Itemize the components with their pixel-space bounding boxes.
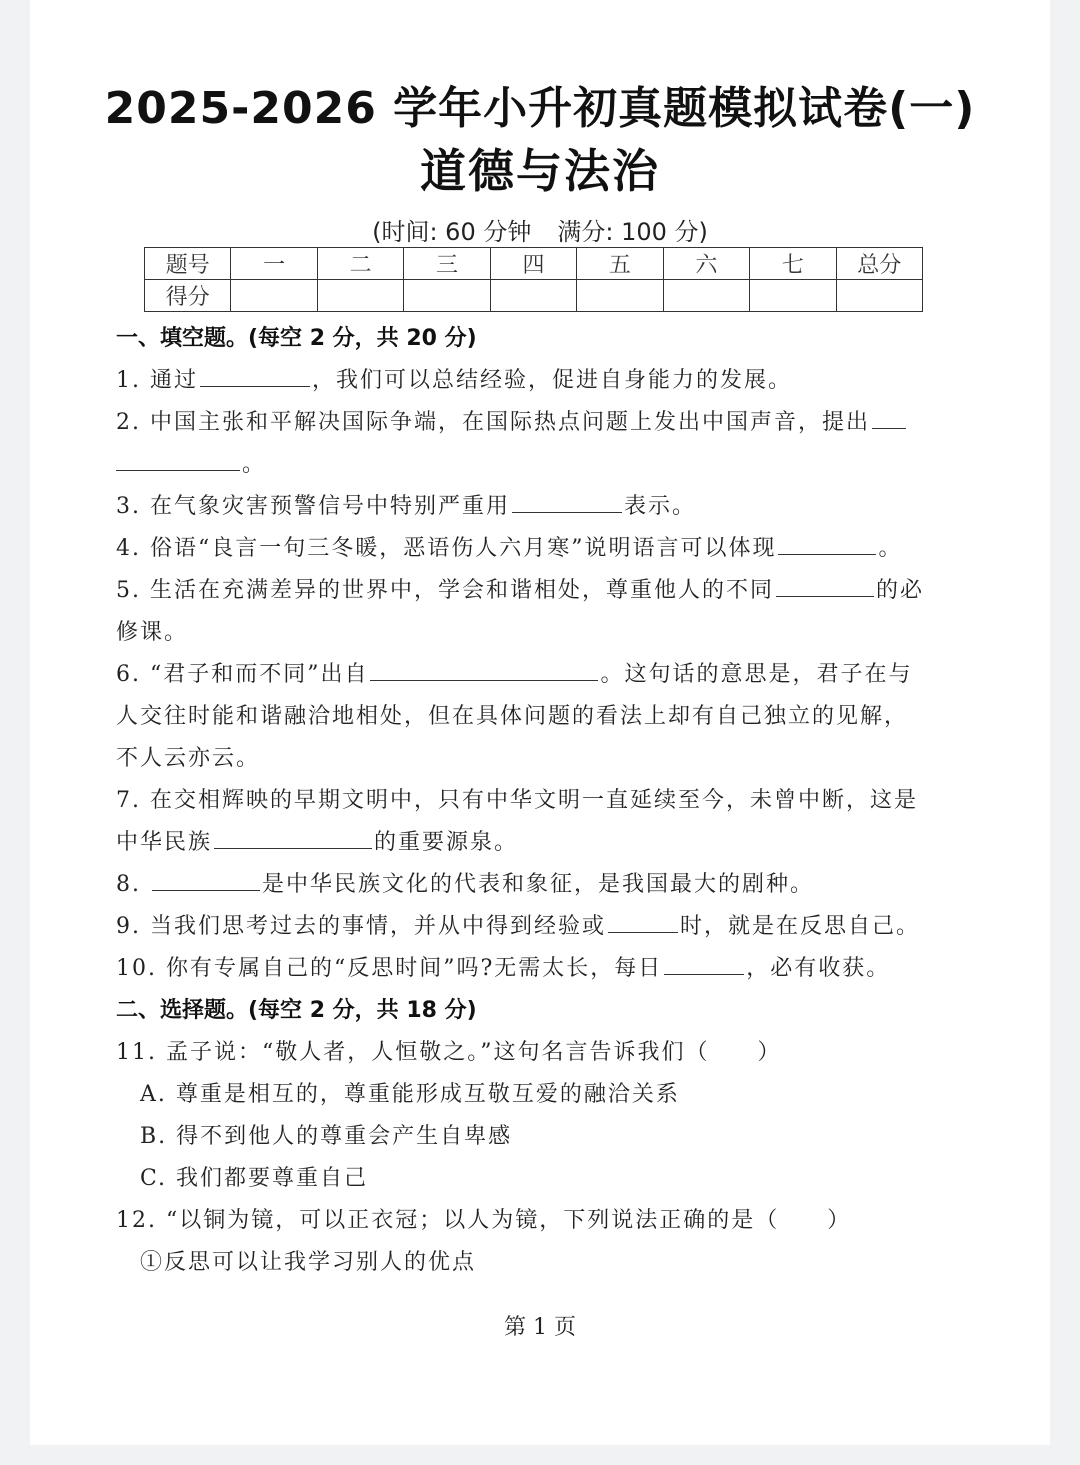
exam-meta xyxy=(30,212,1050,247)
question-7-cont xyxy=(116,822,996,864)
question-text: 10. 你有专属自己的“反思时间”吗?无需太长，每日 xyxy=(116,956,663,981)
question-text: 2. 中国主张和平解决国际争端，在国际热点问题上发出中国声音，提出 xyxy=(116,410,870,435)
score-header-cell: 总分 xyxy=(836,248,923,280)
exam-content xyxy=(116,318,996,1284)
answer-blank xyxy=(512,486,622,513)
question-2-cont xyxy=(116,444,996,486)
score-header-cell: 七 xyxy=(750,248,836,280)
answer-blank xyxy=(116,444,240,471)
time-limit: (时间: 60 分钟 xyxy=(372,218,532,246)
question-12-option-1: ①反思可以让我学习别人的优点 xyxy=(140,1250,477,1275)
question-3 xyxy=(116,486,996,528)
question-6 xyxy=(116,654,996,696)
score-cell xyxy=(317,280,403,312)
answer-blank xyxy=(778,528,876,555)
section-1-heading: 一、填空题。(每空 2 分，共 20 分) xyxy=(116,326,477,351)
score-cell xyxy=(577,280,663,312)
score-table xyxy=(144,247,923,312)
section-2-heading: 二、选择题。(每空 2 分，共 18 分) xyxy=(116,998,477,1023)
score-cell xyxy=(404,280,490,312)
question-6-cont: 人交往时能和谐融洽地相处，但在具体问题的看法上却有自己独立的见解， xyxy=(116,704,909,729)
question-text: 的重要源泉。 xyxy=(374,830,519,855)
question-11-option-a: A. 尊重是相互的，尊重能形成互敬互爱的融洽关系 xyxy=(140,1082,680,1107)
question-9 xyxy=(116,906,996,948)
question-text: ，我们可以总结经验，促进自身能力的发展。 xyxy=(311,368,792,393)
page-number: 第 1 页 xyxy=(504,1315,576,1340)
answer-blank xyxy=(200,360,310,387)
answer-blank xyxy=(370,654,598,681)
question-text: 6. “君子和而不同”出自 xyxy=(116,662,369,687)
question-6-cont: 不人云亦云。 xyxy=(116,746,261,771)
question-text: 4. 俗语“良言一句三冬暖，恶语伤人六月寒”说明语言可以体现 xyxy=(116,536,777,561)
question-5 xyxy=(116,570,996,612)
question-text: 。这句话的意思是，君子在与 xyxy=(600,662,913,687)
answer-blank xyxy=(872,402,906,429)
exam-page xyxy=(30,0,1050,1445)
score-header-cell: 五 xyxy=(577,248,663,280)
question-text: 。 xyxy=(242,452,267,477)
exam-title: 2025-2026 学年小升初真题模拟试卷(一) xyxy=(104,83,976,134)
question-4 xyxy=(116,528,996,570)
score-header-cell: 题号 xyxy=(145,248,231,280)
question-text: 。 xyxy=(878,536,903,561)
question-1 xyxy=(116,360,996,402)
score-cell xyxy=(750,280,836,312)
answer-blank xyxy=(664,948,744,975)
question-10 xyxy=(116,948,996,990)
score-cell xyxy=(663,280,749,312)
score-header-cell: 一 xyxy=(231,248,317,280)
question-7: 7. 在交相辉映的早期文明中，只有中华文明一直延续至今，未曾中断，这是 xyxy=(116,788,918,813)
full-score: 满分: 100 分) xyxy=(557,218,708,246)
question-11-stem: 11. 孟子说：“敬人者，人恒敬之。”这句名言告诉我们（ ） xyxy=(116,1040,782,1065)
score-header-cell: 四 xyxy=(490,248,576,280)
score-cell xyxy=(231,280,317,312)
score-header-cell: 二 xyxy=(317,248,403,280)
question-text: 8. xyxy=(116,872,150,897)
score-cell xyxy=(490,280,576,312)
question-text: ，必有收获。 xyxy=(746,956,891,981)
score-cell xyxy=(836,280,923,312)
question-8 xyxy=(116,864,996,906)
answer-blank xyxy=(608,906,678,933)
answer-blank xyxy=(214,822,372,849)
question-text: 9. 当我们思考过去的事情，并从中得到经验或 xyxy=(116,914,606,939)
question-text: 1. 通过 xyxy=(116,368,198,393)
answer-blank xyxy=(152,864,260,891)
question-11-option-b: B. 得不到他人的尊重会产生自卑感 xyxy=(140,1124,513,1149)
question-text: 是中华民族文化的代表和象征，是我国最大的剧种。 xyxy=(261,872,814,897)
question-text: 时，就是在反思自己。 xyxy=(680,914,921,939)
question-11-option-c: C. 我们都要尊重自己 xyxy=(140,1166,369,1191)
question-2 xyxy=(116,402,996,444)
exam-subject: 道德与法治 xyxy=(420,144,660,198)
score-header-cell: 三 xyxy=(404,248,490,280)
question-text: 中华民族 xyxy=(116,830,213,855)
question-text: 表示。 xyxy=(624,494,697,519)
score-header-cell: 六 xyxy=(663,248,749,280)
score-table-score-row xyxy=(145,280,923,312)
answer-blank xyxy=(776,570,874,597)
question-text: 5. 生活在充满差异的世界中，学会和谐相处，尊重他人的不同 xyxy=(116,578,774,603)
question-text: 3. 在气象灾害预警信号中特别严重用 xyxy=(116,494,510,519)
question-12-stem: 12. “以铜为镜，可以正衣冠；以人为镜，下列说法正确的是（ ） xyxy=(116,1208,852,1233)
question-5-cont: 修课。 xyxy=(116,620,189,645)
question-text: 的必 xyxy=(876,578,925,603)
score-row-label: 得分 xyxy=(145,280,231,312)
score-table-header-row xyxy=(145,248,923,280)
